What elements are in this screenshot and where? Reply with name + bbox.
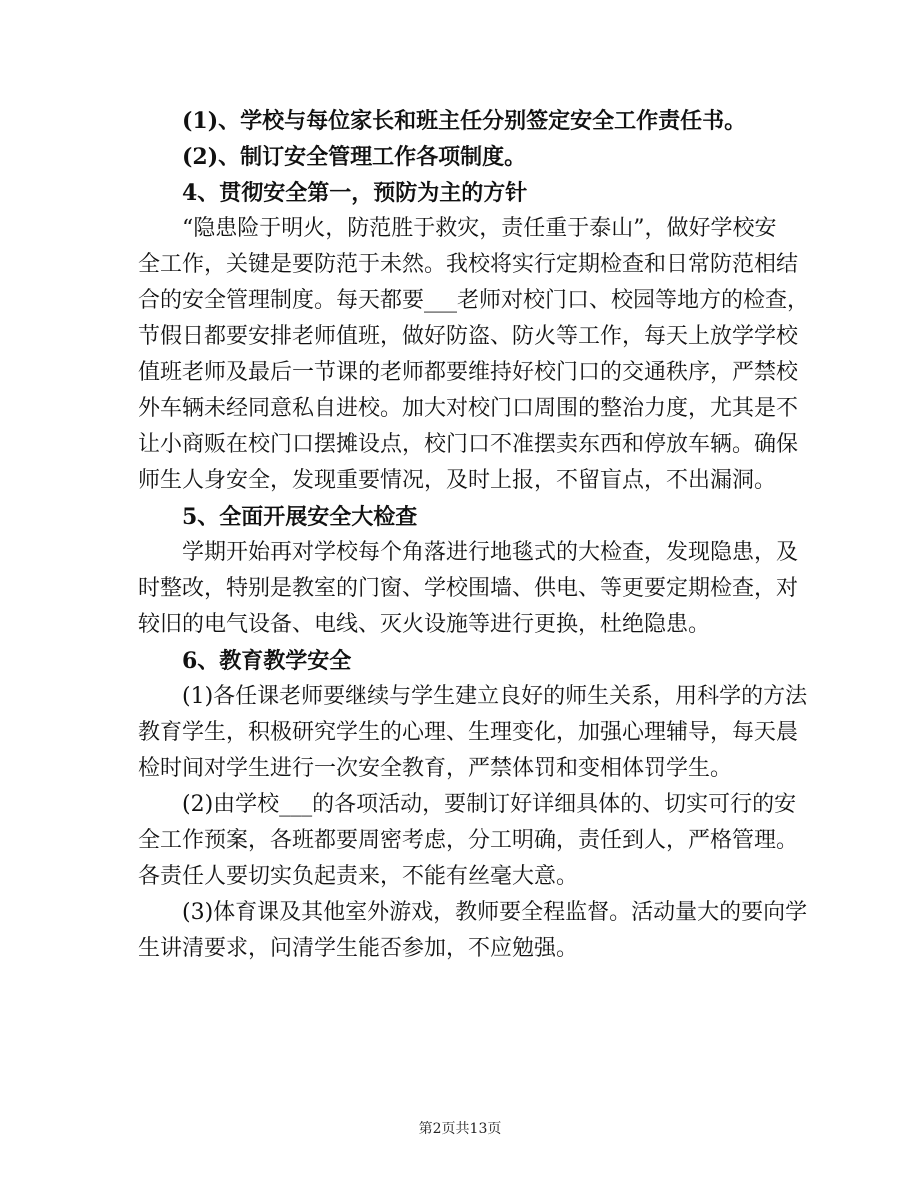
text-line: (3)体育课及其他室外游戏，教师要全程监督。活动量大的要向学 [182, 900, 808, 925]
text-line: (2)由学校___的各项活动，要制订好详细具体的、切实可行的安 [182, 792, 797, 817]
text-line: 节假日都要安排老师值班，做好防盗、防火等工作，每天上放学学校 [138, 324, 799, 349]
text-line: (2)、制订安全管理工作各项制度。 [182, 144, 527, 170]
text-line: 合的安全管理制度。每天都要___老师对校门口、校园等地方的检查， [138, 288, 810, 313]
page-footer: 第2页共13页 [418, 1121, 502, 1137]
text-line: (1)各任课老师要继续与学生建立良好的师生关系，用科学的方法 [182, 684, 808, 709]
text-line: 全工作，关键是要防范于未然。我校将实行定期检查和日常防范相结 [138, 252, 799, 277]
text-line: 生讲清要求，问清学生能否参加，不应勉强。 [138, 936, 579, 961]
section-heading: 4、贯彻安全第一，预防为主的方针 [182, 180, 528, 206]
text-line: 让小商贩在校门口摆摊设点，校门口不准摆卖东西和停放车辆。确保 [138, 432, 799, 457]
text-line: “隐患险于明火，防范胜于救灾，责任重于泰山”，做好学校安 [182, 216, 777, 241]
text-line: 外车辆未经同意私自进校。加大对校门口周围的整治力度，尤其是不 [138, 396, 799, 421]
text-line: 全工作预案，各班都要周密考虑，分工明确，责任到人，严格管理。 [138, 828, 799, 853]
text-line: (1)、学校与每位家长和班主任分别签定安全工作责任书。 [182, 108, 747, 134]
section-heading: 6、教育教学安全 [182, 648, 352, 674]
text-line: 较旧的电气设备、电线、灭火设施等进行更换，杜绝隐患。 [138, 612, 711, 637]
section-heading: 5、全面开展安全大检查 [182, 504, 418, 530]
text-line: 学期开始再对学校每个角落进行地毯式的大检查，发现隐患，及 [182, 540, 799, 565]
document-body [138, 103, 810, 967]
text-line: 时整改，特别是教室的门窗、学校围墙、供电、等更要定期检查，对 [138, 576, 799, 601]
text-line: 各责任人要切实负起责来，不能有丝毫大意。 [138, 864, 579, 889]
text-line: 师生人身安全，发现重要情况，及时上报，不留盲点，不出漏洞。 [138, 468, 777, 493]
text-line: 值班老师及最后一节课的老师都要维持好校门口的交通秩序，严禁校 [138, 360, 799, 385]
text-line: 检时间对学生进行一次安全教育，严禁体罚和变相体罚学生。 [138, 756, 733, 781]
text-line: 教育学生，积极研究学生的心理、生理变化，加强心理辅导，每天晨 [138, 720, 799, 745]
